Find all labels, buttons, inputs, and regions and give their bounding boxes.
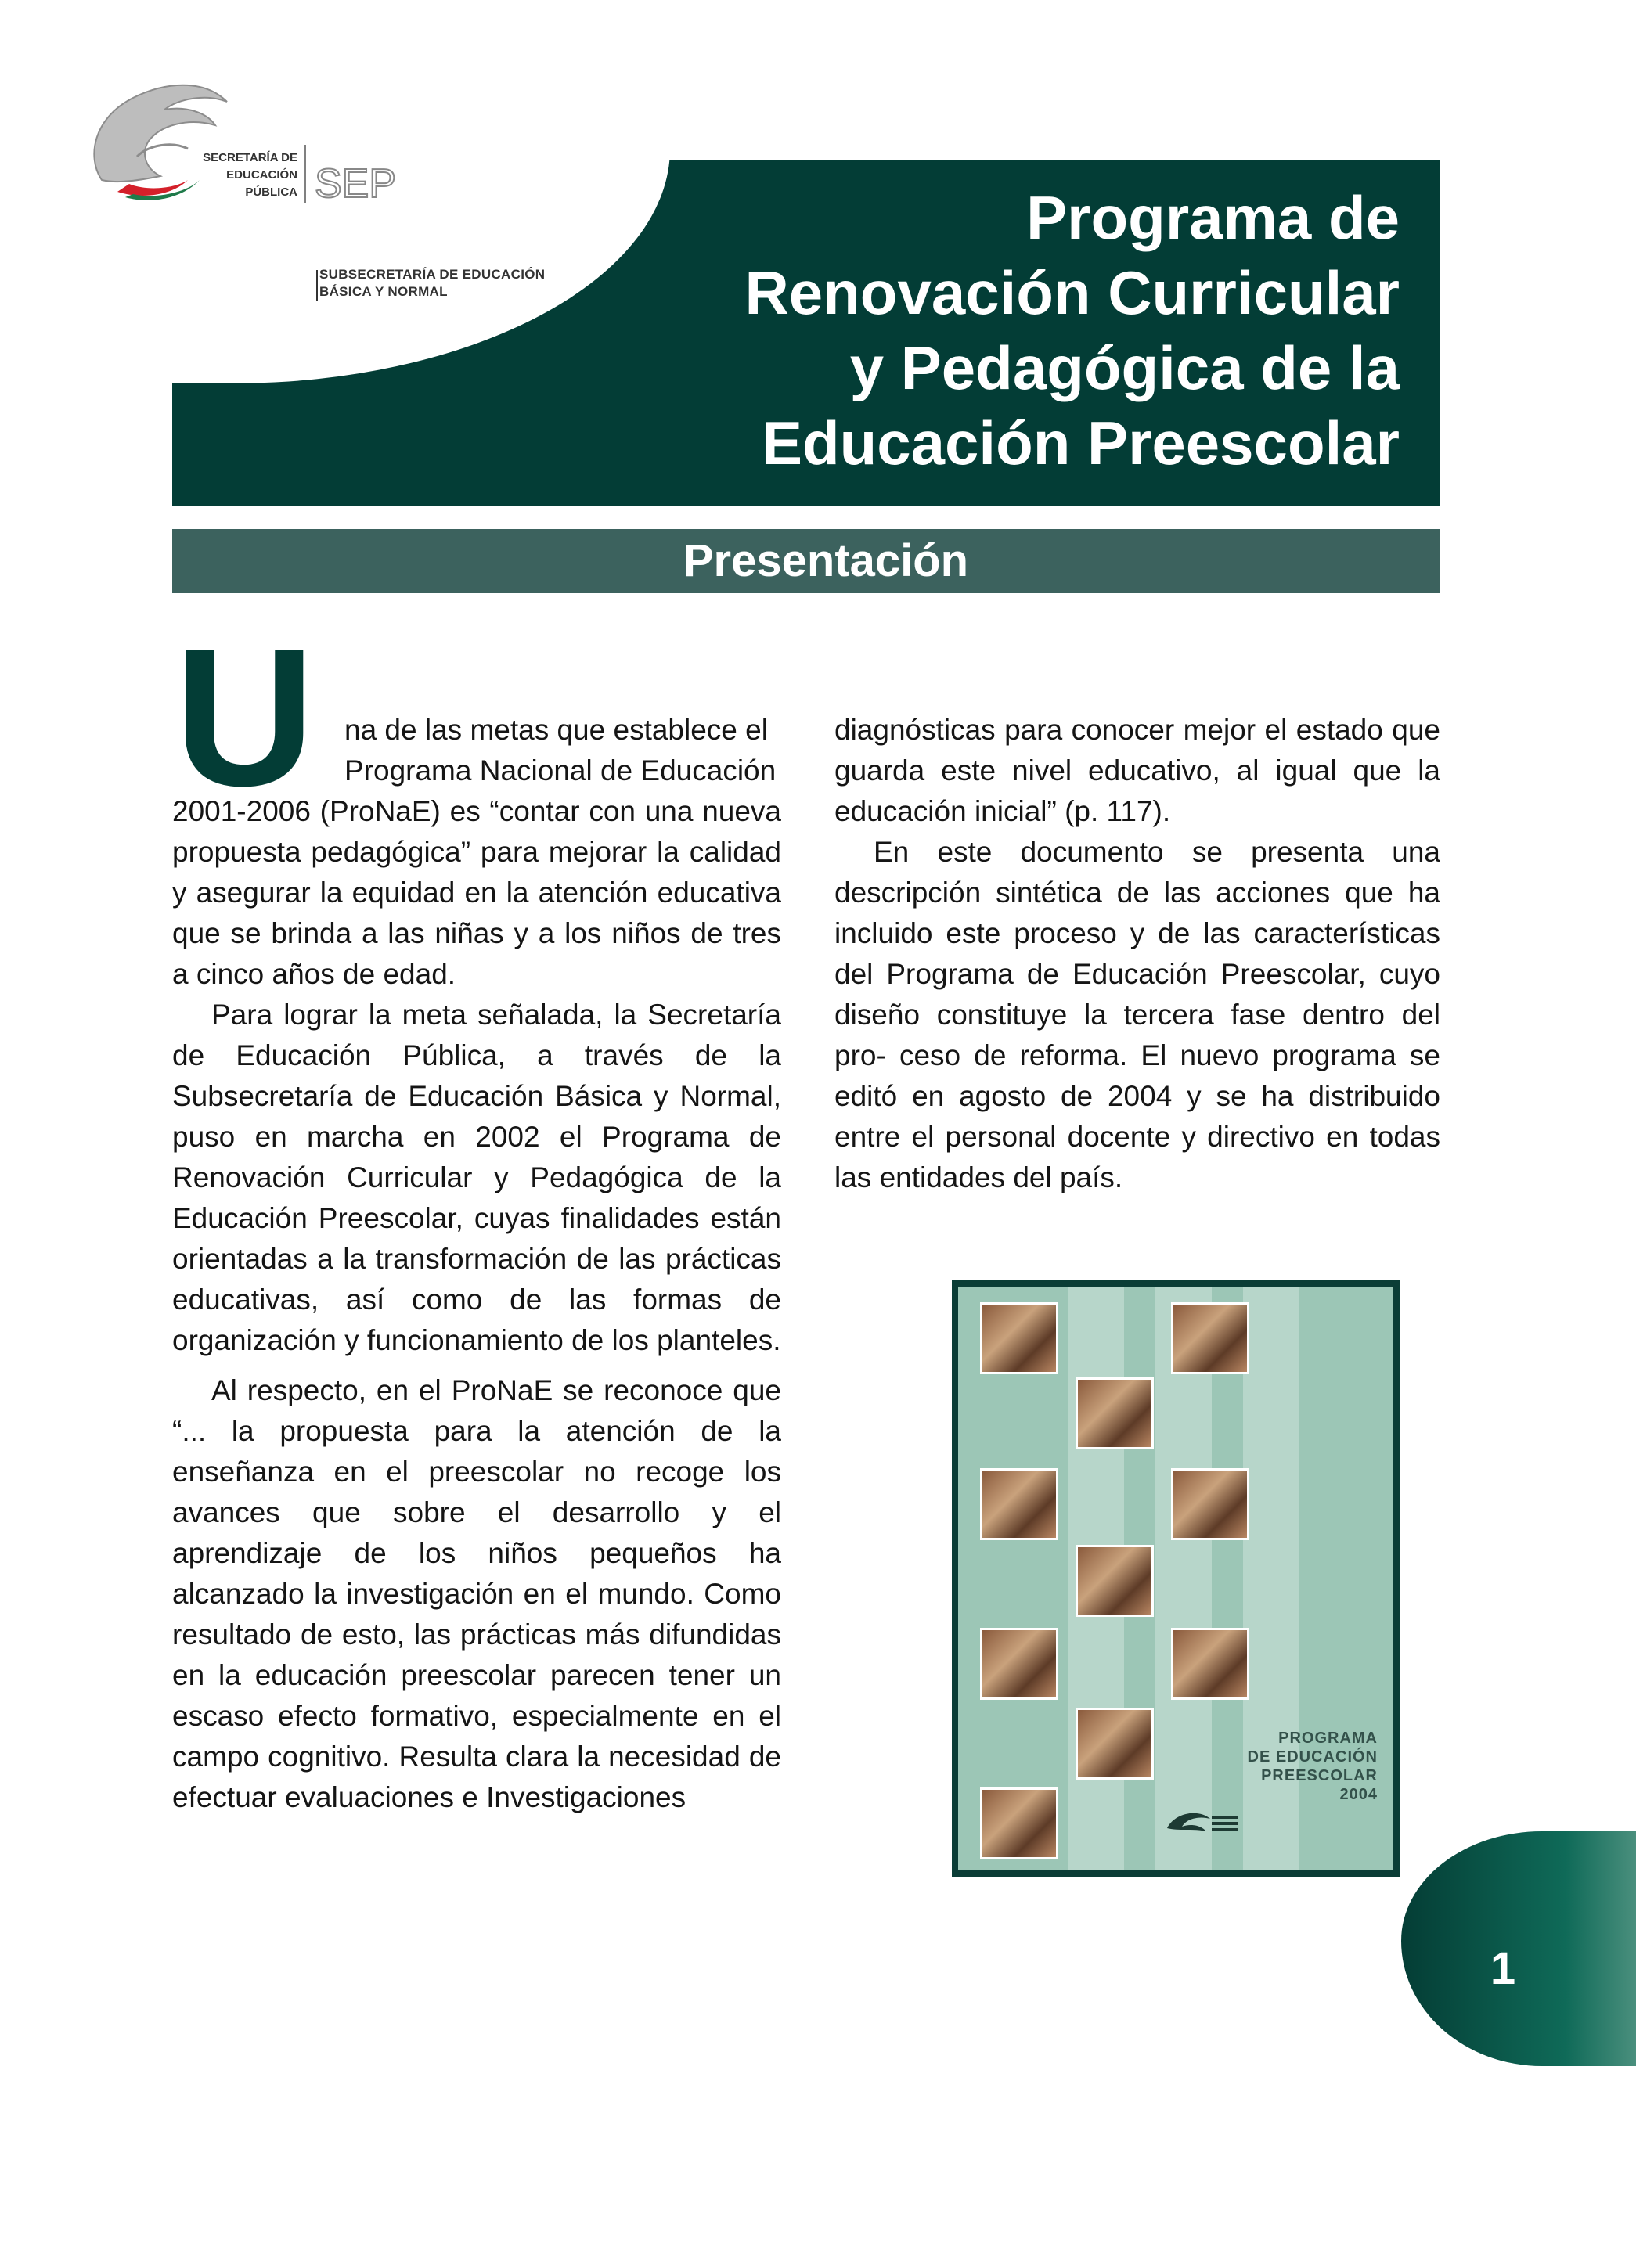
cover-photo xyxy=(1076,1377,1154,1449)
cover-photo xyxy=(980,1468,1058,1540)
left-column xyxy=(172,710,781,1818)
cover-line-2: DE EDUCACIÓN xyxy=(1247,1748,1378,1766)
cover-line-3: PREESCOLAR xyxy=(1261,1767,1378,1784)
book-cover-inner xyxy=(958,1287,1393,1870)
paragraph-1: 2001-2006 (ProNaE) es “contar con una nueva propuesta pedagógica” para mejorar la calidad y asegurar la equidad en la atención educativa que se brinda a las niñas y a los niños de tres a cinco años de edad. xyxy=(172,795,781,990)
cover-sep-logo-icon xyxy=(1163,1805,1241,1839)
cover-photo xyxy=(980,1787,1058,1859)
cover-photo xyxy=(980,1628,1058,1700)
eagle-emblem-icon xyxy=(94,85,227,200)
logo-line-1: SECRETARÍA DE xyxy=(203,151,297,164)
cover-photo xyxy=(980,1302,1058,1374)
first-line-2: Programa Nacional de Educación xyxy=(344,754,777,787)
sep-abbrev: SEP xyxy=(315,161,397,207)
cover-photo xyxy=(1076,1545,1154,1617)
paragraph-5: En este documento se presenta una descripción sintética de las acciones que ha incluido este proceso y de las características del Programa de Educación Preescolar, cuyo diseño constituye la tercera fase dentro del pro- ceso de reforma. El nuevo programa se editó en agosto de 2004 y se ha distribuido entre el personal docente y directivo en todas las entidades del país. xyxy=(834,836,1440,1193)
paragraph-3: Al respecto, en el ProNaE se reconoce que “... la propuesta para la atención de la enseñanza en el preescolar no recoge los avances que sobre el desarrollo y el aprendizaje de los niños pequeños ha alcanzado la investigación en el mundo. Como resultado de esto, las prácticas más difundidas en la educación preescolar parecen tener un escaso efecto formativo, especialmente en el campo cognitivo. Resulta clara la necesidad de efectuar evaluaciones e Investigaciones xyxy=(172,1374,781,1813)
title-line-1: Programa de xyxy=(1026,183,1400,252)
subsecretaria-label xyxy=(319,266,545,301)
section-title: Presentación xyxy=(683,535,969,586)
cover-line-1: PROGRAMA xyxy=(1278,1730,1378,1747)
paragraph-4: diagnósticas para conocer mejor el estado que guarda este nivel educativo, al igual que la educación inicial” (p. 117). xyxy=(834,714,1440,827)
sep-logo xyxy=(70,63,397,219)
title-line-4: Educación Preescolar xyxy=(761,409,1400,477)
subsecretaria-divider xyxy=(316,270,318,301)
dropcap: U xyxy=(174,608,315,826)
subsecretaria-line-1: SUBSECRETARÍA DE EDUCACIÓN xyxy=(319,267,546,282)
subsecretaria-line-2: BÁSICA Y NORMAL xyxy=(319,284,448,299)
cover-line-4: 2004 xyxy=(1339,1786,1378,1803)
cover-photo xyxy=(1076,1708,1154,1780)
paragraph-2: Para lograr la meta señalada, la Secretaría de Educación Pública, a través de la Subsecretaría de Educación Básica y Normal, puso en marcha en 2002 el Programa de Renovación Curricular y Pedagógica de la Educación Preescolar, cuyas finalidades están orientadas a la transformación de las prácticas educativas, así como de las formas de organización y funcionamiento de los planteles. xyxy=(172,999,781,1356)
right-column xyxy=(834,710,1440,1198)
cover-photo xyxy=(1171,1302,1249,1374)
title-line-2: Renovación Curricular xyxy=(744,258,1400,327)
page-number: 1 xyxy=(1490,1943,1516,1994)
logo-line-3: PÚBLICA xyxy=(245,185,297,199)
logo-line-2: EDUCACIÓN xyxy=(226,168,297,182)
document-title xyxy=(617,180,1400,481)
cover-title xyxy=(1248,1729,1378,1804)
cover-photo xyxy=(1171,1468,1249,1540)
title-line-3: y Pedagógica de la xyxy=(849,333,1400,402)
cover-photo xyxy=(1171,1628,1249,1700)
first-line-1: na de las metas que establece el xyxy=(344,714,768,746)
